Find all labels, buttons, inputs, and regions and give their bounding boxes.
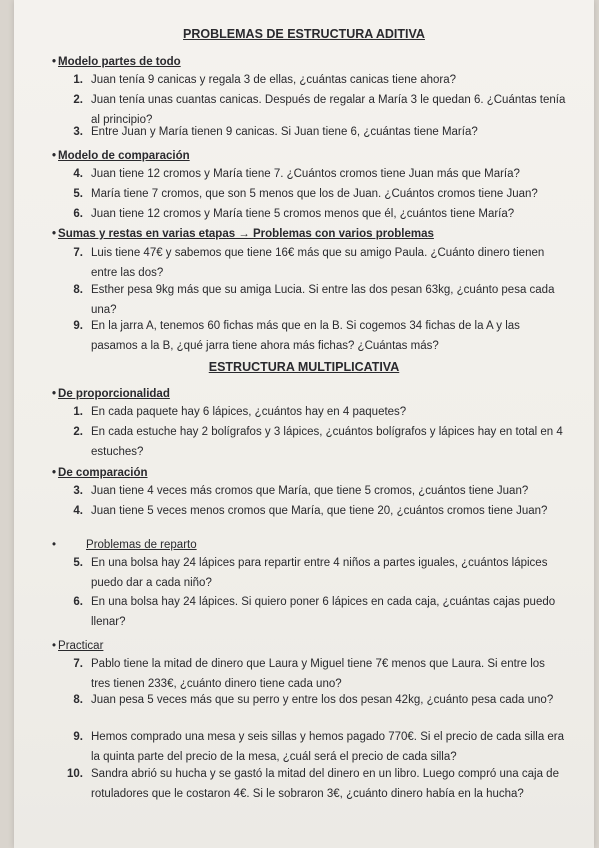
problem-text: En cada paquete hay 6 lápices, ¿cuántos hay en 4 paquetes? [91, 406, 407, 418]
problem-number: 10. [67, 768, 83, 780]
problem-number: 3. [73, 126, 83, 138]
problem-number: 4. [73, 168, 83, 180]
problem-number: 1. [73, 74, 83, 86]
problem-text: Entre Juan y María tienen 9 canicas. Si Juan tiene 6, ¿cuántas tiene María? [91, 126, 478, 138]
document-page [14, 0, 594, 848]
problem-text: Juan tiene 12 cromos y María tiene 7. ¿Cuántos cromos tiene Juan más que María? [91, 168, 520, 180]
bullet-mark: • [52, 640, 57, 652]
problem-text: En la jarra A, tenemos 60 fichas más que en la B. Si cogemos 34 fichas de la A y las pasamos a la B, ¿qué jarra tiene ahora más fichas? ¿Cuántas más? [91, 320, 520, 352]
heading-text: Problemas de reparto [86, 539, 197, 551]
problem-text: Sandra abrió su hucha y se gastó la mitad del dinero en un libro. Luego compró una caja de rotuladores que le costaron 4€. Si le sobraron 3€, ¿cuánto dinero había en la hucha? [91, 768, 559, 800]
heading-parts-of-whole [52, 56, 181, 68]
problem-text: Juan tiene 5 veces menos cromos que María, que tiene 20, ¿cuántos cromos tiene Juan? [91, 505, 548, 517]
problem-text: Juan tiene 4 veces más cromos que María, que tiene 5 cromos, ¿cuántos tiene Juan? [91, 485, 529, 497]
heading-proportionality [52, 388, 170, 400]
bullet-mark: • [52, 150, 57, 162]
problem-number: 8. [73, 284, 83, 296]
problem-number: 6. [73, 208, 83, 220]
problem-text: Pablo tiene la mitad de dinero que Laura y Miguel tiene 7€ menos que Laura. Si entre los tres tienen 233€, ¿cuánto dinero tiene cada uno? [91, 658, 545, 690]
heading-practice [52, 640, 103, 652]
problem-number: 4. [73, 505, 83, 517]
problem-number: 2. [73, 94, 83, 106]
problem-text: Juan pesa 5 veces más que su perro y entre los dos pesan 42kg, ¿cuánto pesa cada uno? [91, 694, 554, 706]
heading-text: Modelo de comparación [58, 150, 190, 162]
problem-text: María tiene 7 cromos, que son 5 menos que los de Juan. ¿Cuántos cromos tiene Juan? [91, 188, 538, 200]
problem-text: Luis tiene 47€ y sabemos que tiene 16€ más que su amigo Paula. ¿Cuánto dinero tienen entre las dos? [91, 247, 545, 279]
problem-number: 7. [73, 247, 83, 259]
problem-number: 9. [73, 731, 83, 743]
problem-text: Juan tenía unas cuantas canicas. Después de regalar a María 3 le quedan 6. ¿Cuántas tenía al principio? [91, 94, 566, 126]
bullet-mark: • [52, 539, 57, 551]
problem-number: 5. [73, 557, 83, 569]
problem-text: En una bolsa hay 24 lápices. Si quiero poner 6 lápices en cada caja, ¿cuántas cajas puedo llenar? [91, 596, 556, 628]
title-additive: PROBLEMAS DE ESTRUCTURA ADITIVA [183, 27, 425, 41]
problem-number: 3. [73, 485, 83, 497]
heading-text: De comparación [58, 467, 148, 479]
problem-text: En cada estuche hay 2 bolígrafos y 3 lápices, ¿cuántos bolígrafos y lápices hay en total en 4 estuches? [91, 426, 563, 458]
bullet-mark: • [52, 56, 57, 68]
problem-text: Juan tiene 12 cromos y María tiene 5 cromos menos que él, ¿cuántos tiene María? [91, 208, 515, 220]
heading-comparison [52, 467, 148, 479]
bullet-mark: • [52, 388, 57, 400]
heading-text: De proporcionalidad [58, 388, 170, 400]
problem-text: Esther pesa 9kg más que su amiga Lucia. Si entre las dos pesan 63kg, ¿cuánto pesa cada una? [91, 284, 555, 316]
problem-number: 1. [73, 406, 83, 418]
heading-text: Sumas y restas en varias etapas → Problemas con varios problemas [58, 228, 434, 240]
problem-number: 6. [73, 596, 83, 608]
problem-number: 8. [73, 694, 83, 706]
problem-number: 2. [73, 426, 83, 438]
problem-number: 5. [73, 188, 83, 200]
problem-number: 9. [73, 320, 83, 332]
heading-multi-step [52, 228, 434, 240]
problem-text: Hemos comprado una mesa y seis sillas y hemos pagado 770€. Si el precio de cada silla era la quinta parte del precio de la mesa, ¿cuál será el precio de cada silla? [91, 731, 565, 763]
heading-distribution [52, 539, 197, 551]
problem-text: Juan tenía 9 canicas y regala 3 de ellas, ¿cuántas canicas tiene ahora? [91, 74, 457, 86]
title-multiplicative: ESTRUCTURA MULTIPLICATIVA [208, 360, 400, 374]
bullet-mark: • [52, 467, 57, 479]
heading-text: Modelo partes de todo [58, 56, 181, 68]
heading-text: Practicar [58, 640, 104, 652]
problem-text: En una bolsa hay 24 lápices para repartir entre 4 niños a partes iguales, ¿cuántos lápices puedo dar a cada niño? [91, 557, 548, 589]
bullet-mark: • [52, 228, 57, 240]
problem-number: 7. [73, 658, 83, 670]
heading-comparison-model [52, 150, 190, 162]
page-content [14, 0, 594, 848]
